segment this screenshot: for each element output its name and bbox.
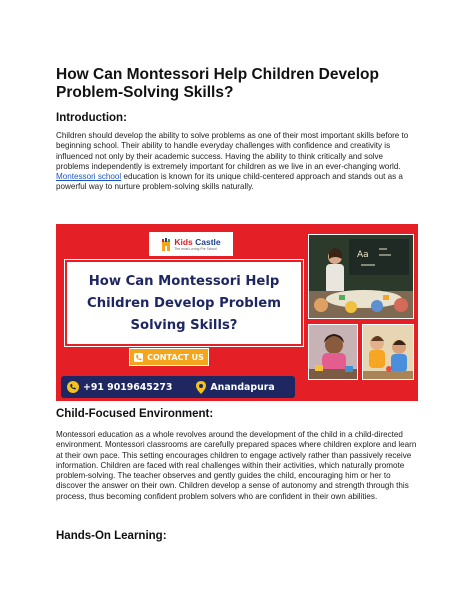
- location-name: Anandapura: [210, 381, 275, 393]
- montessori-school-link[interactable]: Montessori school: [56, 172, 122, 182]
- banner-heading-card: [65, 260, 303, 346]
- logo-tagline: The most Loving Pre School: [174, 246, 217, 251]
- logo-name-b: Castle: [195, 236, 221, 247]
- intro-text-start: Children should develop the ability to solve problems as one of their most important skills before to beginning school. Their ability to handle everyday challenges with confidence and creativity is influenced not only by their academic success. Having the ability to think critically and solve problems independently is extremely important for children as we live in an ever-changing world.: [56, 131, 409, 171]
- contact-us-badge: [129, 348, 209, 366]
- castle-logo-icon: [161, 237, 171, 251]
- phone-info: [67, 381, 172, 393]
- page-title: How Can Montessori Help Children Develop Problem-Solving Skills?: [56, 66, 379, 101]
- contact-phone-icon: [134, 353, 143, 362]
- child-focused-heading: Child-Focused Environment:: [56, 408, 214, 420]
- article-banner: [56, 224, 418, 401]
- logo-name-a: Kids: [174, 236, 196, 247]
- intro-paragraph: [56, 131, 418, 193]
- kids-castle-logo: [149, 232, 233, 256]
- intro-heading: Introduction:: [56, 112, 127, 124]
- banner-heading-line-3: Solving Skills?: [130, 318, 238, 333]
- contact-info-bar: [61, 376, 295, 398]
- children-group-photo: [362, 324, 414, 380]
- classroom-photo: [308, 234, 414, 319]
- child-playing-photo: [308, 324, 358, 380]
- location-info: [196, 381, 274, 394]
- location-pin-icon: [196, 381, 206, 394]
- banner-heading-line-2: Children Develop Problem: [87, 296, 281, 311]
- svg-text:Aa: Aa: [357, 250, 369, 260]
- intro-text-end: education is known for its unique child-centered approach and stands out as a powerful way to nurture problem-solving skills naturally.: [56, 172, 403, 192]
- phone-number: +91 9019645273: [83, 381, 173, 393]
- banner-heading-line-1: How Can Montessori Help: [88, 274, 280, 289]
- child-focused-paragraph: Montessori education as a whole revolves around the development of the child in a child-directed environment. Montessori classrooms are carefully prepared spaces where children explore and learn at their own pace. This setting encourages children to engage actively rather than passively receive information. Children are faced with real challenges within their activities, which naturally promote problem-solving. The teacher observes and gently guides the child, encouraging him or her to discover the answer on their own. Children develop a sense of autonomy and strength through this process, thus becoming confident problem solvers who are confident in their own abilities.: [56, 430, 417, 501]
- logo-name: [174, 238, 220, 247]
- contact-us-label: CONTACT US: [147, 352, 204, 362]
- hands-on-heading: Hands-On Learning:: [56, 530, 167, 542]
- phone-icon: [67, 381, 79, 393]
